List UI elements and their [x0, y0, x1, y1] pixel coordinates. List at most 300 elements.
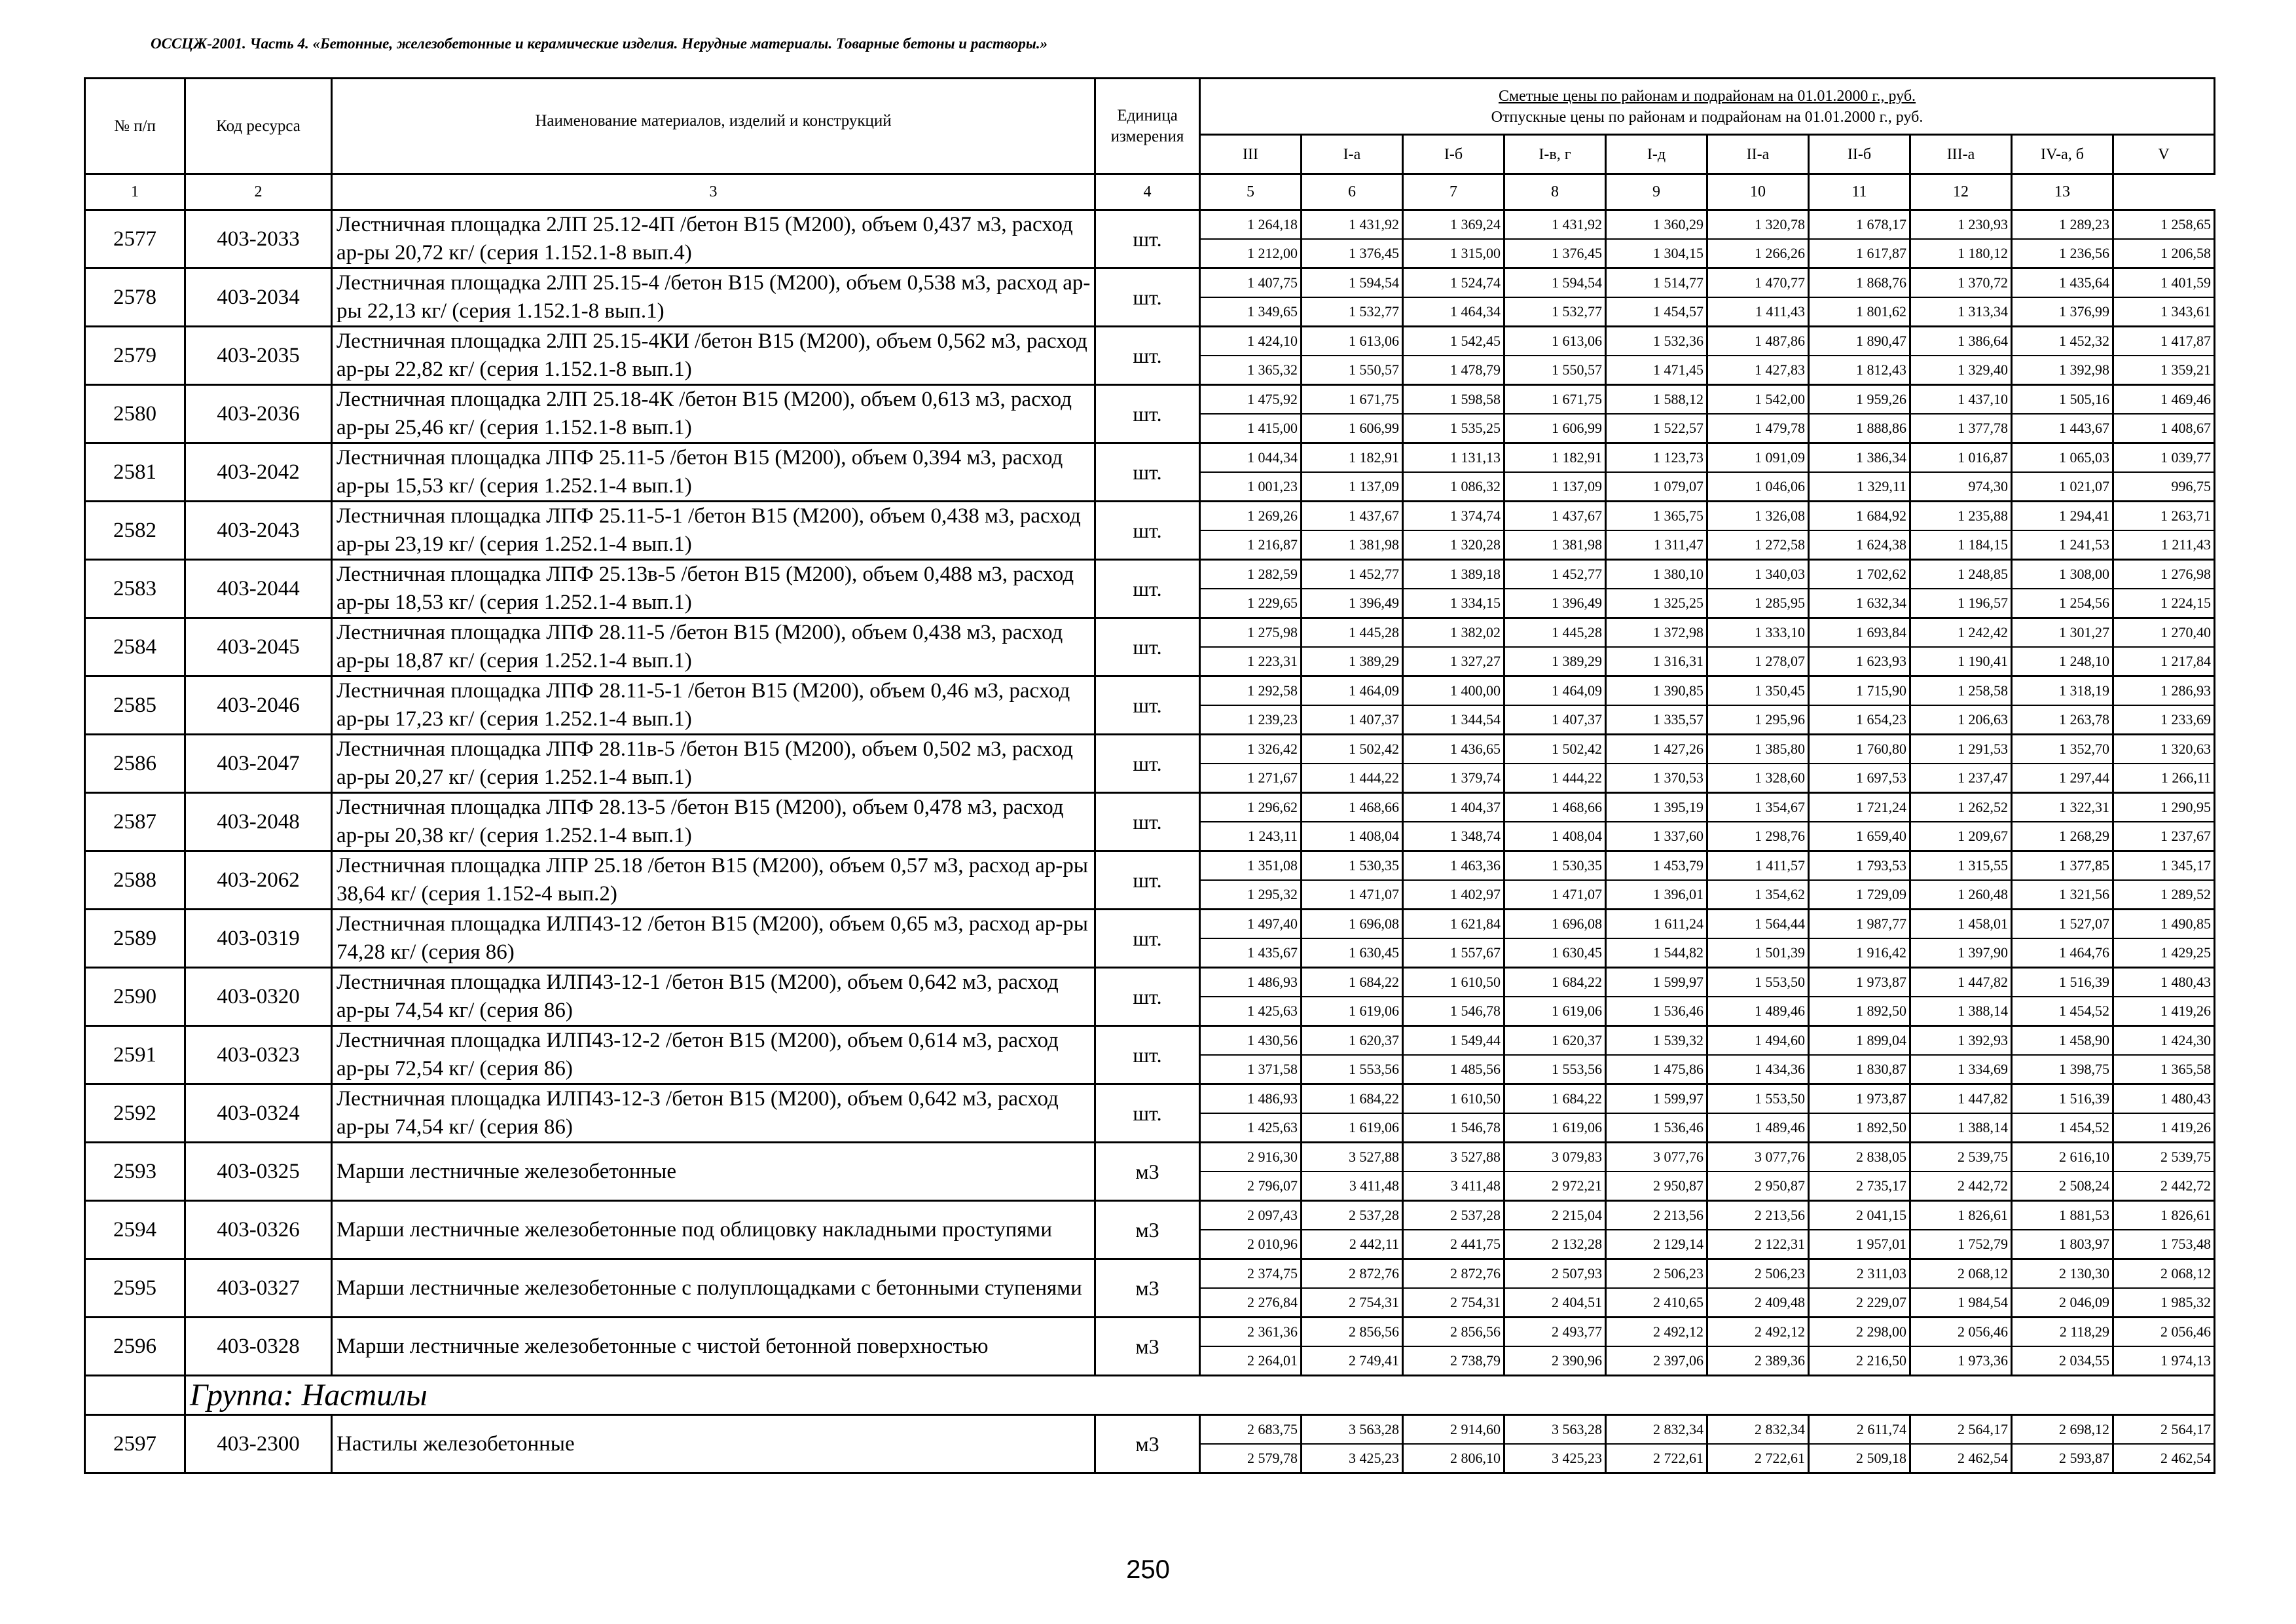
- estimated-price: 1 620,37: [1302, 1027, 1402, 1056]
- price-cell: [1504, 1318, 1606, 1376]
- estimated-price: 1 469,46: [2114, 386, 2214, 415]
- row-number: 2577: [85, 210, 185, 268]
- estimated-price: 1 417,87: [2114, 327, 2214, 356]
- row-number: 2595: [85, 1259, 185, 1318]
- price-cell: [1910, 1318, 2012, 1376]
- estimated-price: 2 856,56: [1302, 1318, 1402, 1347]
- price-cell: [1606, 1201, 1707, 1259]
- release-price: 1 553,56: [1349, 1061, 1399, 1077]
- release-price: 1 479,78: [1755, 420, 1805, 436]
- material-name: Лестничная площадка 2ЛП 25.15-4 /бетон В15 (М200), объем 0,538 м3, расход ар-ры 22,13 кг/ (серия 1.152.1-8 вып.1): [332, 268, 1095, 327]
- price-cell: [1707, 735, 1809, 793]
- price-cell: [2012, 793, 2113, 851]
- estimated-price: 1 424,30: [2114, 1027, 2214, 1056]
- release-price: 1 377,78: [1958, 420, 2008, 436]
- table-row: [85, 793, 2215, 851]
- price-cell: [1302, 210, 1403, 268]
- row-number: 2589: [85, 910, 185, 968]
- estimated-price: 1 564,44: [1708, 910, 1808, 939]
- resource-code: 403-0323: [185, 1026, 332, 1084]
- row-number: 2586: [85, 735, 185, 793]
- release-price: 2 754,31: [1450, 1294, 1501, 1310]
- release-price: 2 462,54: [1958, 1450, 2008, 1466]
- price-cell: [1809, 968, 1910, 1026]
- release-price: 2 404,51: [1552, 1294, 1602, 1310]
- release-price: 1 272,58: [1755, 536, 1805, 553]
- material-name: Лестничная площадка 2ЛП 25.12-4П /бетон В15 (М200), объем 0,437 м3, расход ар-ры 20,72 кг/ (серия 1.152.1-8 вып.4): [332, 210, 1095, 268]
- release-price: 1 328,60: [1755, 769, 1805, 786]
- row-number: 2590: [85, 968, 185, 1026]
- material-name: Лестничная площадка ИЛП43-12-1 /бетон В15 (М200), объем 0,642 м3, расход ар-ры 74,54 кг/ (серия 86): [332, 968, 1095, 1026]
- release-price: 1 321,56: [2059, 886, 2109, 902]
- unit-of-measure: м3: [1095, 1415, 1200, 1473]
- estimated-price: 2 537,28: [1302, 1202, 1402, 1230]
- estimated-price: 1 881,53: [2013, 1202, 2112, 1230]
- estimated-price: 1 620,37: [1505, 1027, 1605, 1056]
- price-cell: [1403, 443, 1504, 502]
- estimated-price: 1 684,22: [1505, 1085, 1605, 1114]
- estimated-price: 2 215,04: [1505, 1202, 1605, 1230]
- estimated-price: 1 430,56: [1201, 1027, 1300, 1056]
- table-row: [85, 851, 2215, 910]
- unit-of-measure: шт.: [1095, 851, 1200, 910]
- price-cell: [2113, 268, 2215, 327]
- release-price: 1 535,25: [1450, 420, 1501, 436]
- release-price: 1 229,65: [1247, 595, 1298, 611]
- release-price: 1 619,06: [1349, 1003, 1399, 1019]
- price-cell: [1302, 443, 1403, 502]
- release-price: 1 408,67: [2160, 420, 2212, 436]
- release-price: 1 217,84: [2160, 653, 2212, 669]
- prices-estimated-title: Сметные цены по районам и подрайонам на 01.01.2000 г., руб.: [1498, 87, 1916, 105]
- price-cell: [1707, 793, 1809, 851]
- material-name: Лестничная площадка ЛПФ 25.11-5-1 /бетон В15 (М200), объем 0,438 м3, расход ар-ры 23,19 кг/ (серия 1.252.1-4 вып.1): [332, 502, 1095, 560]
- release-price: 1 471,07: [1552, 886, 1602, 902]
- release-price: 1 427,83: [1755, 361, 1805, 378]
- price-cell: [1200, 1084, 1302, 1143]
- price-cell: [1504, 1259, 1606, 1318]
- resource-code: 403-2046: [185, 676, 332, 735]
- price-cell: [2113, 851, 2215, 910]
- material-name: Марши лестничные железобетонные под облицовку накладными проступями: [332, 1201, 1095, 1259]
- estimated-price: 1 502,42: [1505, 735, 1605, 764]
- price-cell: [1910, 910, 2012, 968]
- estimated-price: 2 856,56: [1404, 1318, 1503, 1347]
- price-cell: [1910, 268, 2012, 327]
- estimated-price: 3 527,88: [1302, 1143, 1402, 1172]
- price-cell: [1403, 793, 1504, 851]
- estimated-price: 1 532,36: [1607, 327, 1706, 356]
- price-cell: [1302, 385, 1403, 443]
- price-cell: [2012, 1318, 2113, 1376]
- price-cell: [1403, 1201, 1504, 1259]
- estimated-price: 1 486,93: [1201, 1085, 1300, 1114]
- region-header: III: [1200, 135, 1302, 174]
- price-cell: [1910, 1143, 2012, 1201]
- price-cell: [1200, 1318, 1302, 1376]
- release-price: 1 365,58: [2160, 1061, 2212, 1077]
- material-name: Лестничная площадка ЛПФ 28.11-5 /бетон В15 (М200), объем 0,438 м3, расход ар-ры 18,87 кг/ (серия 1.252.1-4 вып.1): [332, 618, 1095, 676]
- col-header-prices: [1200, 79, 2215, 135]
- release-price: 1 266,11: [2160, 769, 2212, 786]
- estimated-price: 1 407,75: [1201, 269, 1300, 298]
- price-cell: [1606, 502, 1707, 560]
- price-cell: [2113, 910, 2215, 968]
- group-row: [85, 1376, 2215, 1415]
- estimated-price: 1 289,23: [2013, 211, 2112, 240]
- resource-code: 403-0328: [185, 1318, 332, 1376]
- release-price: 1 454,52: [2059, 1119, 2109, 1135]
- release-price: 1 659,40: [1856, 828, 1906, 844]
- price-cell: [2012, 1415, 2113, 1473]
- estimated-price: 1 464,09: [1505, 677, 1605, 706]
- price-cell: [1403, 385, 1504, 443]
- price-cell: [2113, 1259, 2215, 1318]
- release-price: 1 260,48: [1958, 886, 2008, 902]
- region-header: I-а: [1302, 135, 1403, 174]
- release-price: 1 550,57: [1552, 361, 1602, 378]
- release-price: 1 285,95: [1755, 595, 1805, 611]
- estimated-price: 1 452,32: [2013, 327, 2112, 356]
- estimated-price: 1 269,26: [1201, 502, 1300, 531]
- estimated-price: 1 458,01: [1911, 910, 2011, 939]
- estimated-price: 1 369,24: [1404, 211, 1503, 240]
- price-cell: [1504, 327, 1606, 385]
- price-cell: [1302, 1026, 1403, 1084]
- price-cell: [1403, 327, 1504, 385]
- price-cell: [1707, 968, 1809, 1026]
- release-price: 1 389,29: [1349, 653, 1399, 669]
- unit-of-measure: шт.: [1095, 793, 1200, 851]
- unit-of-measure: м3: [1095, 1318, 1200, 1376]
- price-cell: [1910, 385, 2012, 443]
- estimated-price: 1 678,17: [1810, 211, 1909, 240]
- estimated-price: 1 464,09: [1302, 677, 1402, 706]
- release-price: 2 409,48: [1755, 1294, 1805, 1310]
- unit-of-measure: шт.: [1095, 618, 1200, 676]
- price-cell: [1707, 210, 1809, 268]
- estimated-price: 1 826,61: [2114, 1202, 2214, 1230]
- release-price: 1 753,48: [2160, 1236, 2212, 1252]
- price-cell: [2113, 327, 2215, 385]
- estimated-price: 1 973,87: [1810, 1085, 1909, 1114]
- estimated-price: 1 987,77: [1810, 910, 1909, 939]
- estimated-price: 1 437,67: [1302, 502, 1402, 531]
- estimated-price: 2 492,12: [1607, 1318, 1706, 1347]
- price-cell: [1403, 618, 1504, 676]
- release-price: 1 348,74: [1450, 828, 1501, 844]
- release-price: 1 212,00: [1247, 245, 1298, 261]
- release-price: 1 606,99: [1349, 420, 1399, 436]
- release-price: 1 546,78: [1450, 1003, 1501, 1019]
- release-price: 1 454,57: [1653, 303, 1704, 320]
- column-number: 13: [2012, 174, 2113, 210]
- estimated-price: 1 395,19: [1607, 794, 1706, 822]
- row-number: 2585: [85, 676, 185, 735]
- resource-code: 403-0320: [185, 968, 332, 1026]
- price-cell: [1200, 560, 1302, 618]
- release-price: 1 224,15: [2160, 595, 2212, 611]
- price-cell: [1200, 210, 1302, 268]
- estimated-price: 1 292,58: [1201, 677, 1300, 706]
- estimated-price: 1 445,28: [1302, 619, 1402, 648]
- release-price: 2 034,55: [2059, 1352, 2109, 1369]
- estimated-price: 1 262,52: [1911, 794, 2011, 822]
- estimated-price: 1 594,54: [1302, 269, 1402, 298]
- table-row: [85, 1318, 2215, 1376]
- release-price: 1 180,12: [1958, 245, 2008, 261]
- price-cell: [1403, 910, 1504, 968]
- price-cell: [1403, 1259, 1504, 1318]
- estimated-price: 1 123,73: [1607, 444, 1706, 473]
- release-price: 2 754,31: [1349, 1294, 1399, 1310]
- release-price: 1 216,87: [1247, 536, 1298, 553]
- resource-code: 403-2048: [185, 793, 332, 851]
- table-row: [85, 1201, 2215, 1259]
- price-cell: [1809, 385, 1910, 443]
- price-cell: [2113, 1026, 2215, 1084]
- release-price: 1 471,07: [1349, 886, 1399, 902]
- release-price: 3 411,48: [1450, 1177, 1501, 1194]
- release-price: 1 254,56: [2059, 595, 2109, 611]
- unit-of-measure: м3: [1095, 1201, 1200, 1259]
- release-price: 1 464,76: [2059, 944, 2109, 961]
- estimated-price: 1 435,64: [2013, 269, 2112, 298]
- release-price: 1 313,34: [1958, 303, 2008, 320]
- price-cell: [2113, 968, 2215, 1026]
- release-price: 1 211,43: [2160, 536, 2212, 553]
- estimated-price: 1 468,66: [1505, 794, 1605, 822]
- estimated-price: 1 684,22: [1302, 969, 1402, 997]
- estimated-price: 1 301,27: [2013, 619, 2112, 648]
- price-cell: [1504, 210, 1606, 268]
- estimated-price: 1 598,58: [1404, 386, 1503, 415]
- estimated-price: 1 235,88: [1911, 502, 2011, 531]
- price-cell: [1302, 735, 1403, 793]
- release-price: 1 419,26: [2160, 1119, 2212, 1135]
- price-cell: [1809, 1084, 1910, 1143]
- release-price: 1 263,78: [2059, 711, 2109, 728]
- row-number: 2583: [85, 560, 185, 618]
- price-cell: [1910, 676, 2012, 735]
- estimated-price: 1 684,22: [1302, 1085, 1402, 1114]
- release-price: 1 329,11: [1856, 478, 1906, 494]
- estimated-price: 1 320,78: [1708, 211, 1808, 240]
- resource-code: 403-2047: [185, 735, 332, 793]
- price-cell: [1302, 793, 1403, 851]
- price-cell: [1606, 268, 1707, 327]
- price-cell: [2113, 1143, 2215, 1201]
- release-price: 1 454,52: [2059, 1003, 2109, 1019]
- price-cell: [1403, 676, 1504, 735]
- release-price: 1 388,14: [1958, 1003, 2008, 1019]
- estimated-price: 1 275,98: [1201, 619, 1300, 648]
- estimated-price: 1 377,85: [2013, 852, 2112, 881]
- row-number: 2591: [85, 1026, 185, 1084]
- estimated-price: 1 182,91: [1505, 444, 1605, 473]
- release-price: 1 196,57: [1958, 595, 2008, 611]
- release-price: 1 381,98: [1349, 536, 1399, 553]
- table-row: [85, 560, 2215, 618]
- row-number: 2597: [85, 1415, 185, 1473]
- estimated-price: 1 400,00: [1404, 677, 1503, 706]
- estimated-price: 2 130,30: [2013, 1260, 2112, 1289]
- price-cell: [1809, 210, 1910, 268]
- estimated-price: 1 890,47: [1810, 327, 1909, 356]
- release-price: 1 271,67: [1247, 769, 1298, 786]
- price-cell: [2012, 327, 2113, 385]
- release-price: 1 501,39: [1755, 944, 1805, 961]
- price-cell: [1809, 851, 1910, 910]
- estimated-price: 1 684,22: [1505, 969, 1605, 997]
- price-cell: [1302, 327, 1403, 385]
- estimated-price: 1 693,84: [1810, 619, 1909, 648]
- release-price: 2 442,72: [1958, 1177, 2008, 1194]
- price-cell: [1302, 676, 1403, 735]
- estimated-price: 3 077,76: [1607, 1143, 1706, 1172]
- release-price: 2 046,09: [2059, 1294, 2109, 1310]
- row-number: 2579: [85, 327, 185, 385]
- release-price: 1 335,57: [1653, 711, 1704, 728]
- price-cell: [1606, 210, 1707, 268]
- unit-of-measure: шт.: [1095, 210, 1200, 268]
- estimated-price: 1 452,77: [1302, 561, 1402, 589]
- price-cell: [1910, 851, 2012, 910]
- unit-of-measure: шт.: [1095, 443, 1200, 502]
- release-price: 2 722,61: [1653, 1450, 1704, 1466]
- release-price: 1 184,15: [1958, 536, 2008, 553]
- release-price: 1 630,45: [1552, 944, 1602, 961]
- price-cell: [1707, 1415, 1809, 1473]
- price-cell: [1302, 968, 1403, 1026]
- release-price: 2 593,87: [2059, 1450, 2109, 1466]
- release-price: 1 892,50: [1856, 1003, 1906, 1019]
- price-cell: [1504, 1415, 1606, 1473]
- table-row: [85, 268, 2215, 327]
- price-cell: [1504, 735, 1606, 793]
- estimated-price: 2 832,34: [1607, 1416, 1706, 1445]
- price-cell: [1403, 735, 1504, 793]
- price-cell: [1707, 1259, 1809, 1318]
- estimated-price: 2 507,93: [1505, 1260, 1605, 1289]
- estimated-price: 1 318,19: [2013, 677, 2112, 706]
- release-price: 1 532,77: [1552, 303, 1602, 320]
- release-price: 1 546,78: [1450, 1119, 1501, 1135]
- estimated-price: 1 436,65: [1404, 735, 1503, 764]
- price-cell: [1809, 560, 1910, 618]
- column-number: 11: [1809, 174, 1910, 210]
- resource-code: 403-2036: [185, 385, 332, 443]
- estimated-price: 1 594,54: [1505, 269, 1605, 298]
- price-cell: [1302, 1201, 1403, 1259]
- price-cell: [2012, 1084, 2113, 1143]
- price-cell: [1504, 560, 1606, 618]
- estimated-price: 1 447,82: [1911, 969, 2011, 997]
- release-price: 1 617,87: [1856, 245, 1906, 261]
- group-row-blank: [85, 1376, 185, 1415]
- estimated-price: 1 470,77: [1708, 269, 1808, 298]
- price-cell: [2113, 1084, 2215, 1143]
- estimated-price: 1 497,40: [1201, 910, 1300, 939]
- release-price: 1 304,15: [1653, 245, 1704, 261]
- release-price: 2 508,24: [2059, 1177, 2109, 1194]
- release-price: 1 444,22: [1552, 769, 1602, 786]
- price-cell: [1200, 618, 1302, 676]
- estimated-price: 1 326,42: [1201, 735, 1300, 764]
- price-cell: [1809, 735, 1910, 793]
- release-price: 2 129,14: [1653, 1236, 1704, 1252]
- price-cell: [1606, 327, 1707, 385]
- estimated-price: 2 056,46: [2114, 1318, 2214, 1347]
- estimated-price: 2 506,23: [1708, 1260, 1808, 1289]
- estimated-price: 1 248,85: [1911, 561, 2011, 589]
- estimated-price: 2 616,10: [2013, 1143, 2112, 1172]
- estimated-price: 2 916,30: [1201, 1143, 1300, 1172]
- row-number: 2593: [85, 1143, 185, 1201]
- price-cell: [1910, 1201, 2012, 1259]
- estimated-price: 2 564,17: [1911, 1416, 2011, 1445]
- release-price: 1 985,32: [2160, 1294, 2212, 1310]
- material-name: Лестничная площадка 2ЛП 25.18-4К /бетон В15 (М200), объем 0,613 м3, расход ар-ры 25,46 кг/ (серия 1.152.1-8 вып.1): [332, 385, 1095, 443]
- price-cell: [1504, 385, 1606, 443]
- release-price: 3 425,23: [1552, 1450, 1602, 1466]
- row-number: 2584: [85, 618, 185, 676]
- release-price: 1 268,29: [2059, 828, 2109, 844]
- resource-code: 403-0325: [185, 1143, 332, 1201]
- unit-of-measure: шт.: [1095, 502, 1200, 560]
- release-price: 1 241,53: [2059, 536, 2109, 553]
- release-price: 1 888,86: [1856, 420, 1906, 436]
- release-price: 1 489,46: [1755, 1003, 1805, 1019]
- release-price: 1 396,49: [1349, 595, 1399, 611]
- estimated-price: 1 505,16: [2013, 386, 2112, 415]
- release-price: 1 408,04: [1349, 828, 1399, 844]
- price-cell: [2012, 618, 2113, 676]
- price-cell: [1707, 1201, 1809, 1259]
- release-price: 1 408,04: [1552, 828, 1602, 844]
- price-cell: [1200, 1143, 1302, 1201]
- price-cell: [1403, 502, 1504, 560]
- estimated-price: 1 610,50: [1404, 1085, 1503, 1114]
- price-cell: [2113, 1201, 2215, 1259]
- estimated-price: 1 294,41: [2013, 502, 2112, 531]
- price-cell: [1707, 560, 1809, 618]
- price-cell: [1403, 1415, 1504, 1473]
- unit-of-measure: шт.: [1095, 327, 1200, 385]
- resource-code: 403-0327: [185, 1259, 332, 1318]
- estimated-price: 1 427,26: [1607, 735, 1706, 764]
- estimated-price: 1 671,75: [1302, 386, 1402, 415]
- estimated-price: 1 404,37: [1404, 794, 1503, 822]
- release-price: 2 749,41: [1349, 1352, 1399, 1369]
- release-price: 1 021,07: [2059, 478, 2109, 494]
- estimated-price: 2 068,12: [2114, 1260, 2214, 1289]
- estimated-price: 1 959,26: [1810, 386, 1909, 415]
- table-row: [85, 1026, 2215, 1084]
- estimated-price: 1 345,17: [2114, 852, 2214, 881]
- estimated-price: 1 333,10: [1708, 619, 1808, 648]
- price-cell: [2012, 443, 2113, 502]
- row-number: 2596: [85, 1318, 185, 1376]
- price-cell: [1606, 793, 1707, 851]
- release-price: 1 376,45: [1552, 245, 1602, 261]
- estimated-price: 1 131,13: [1404, 444, 1503, 473]
- estimated-price: 1 360,29: [1607, 211, 1706, 240]
- row-number: 2594: [85, 1201, 185, 1259]
- release-price: 1 223,31: [1247, 653, 1298, 669]
- estimated-price: 1 613,06: [1302, 327, 1402, 356]
- price-cell: [1707, 1318, 1809, 1376]
